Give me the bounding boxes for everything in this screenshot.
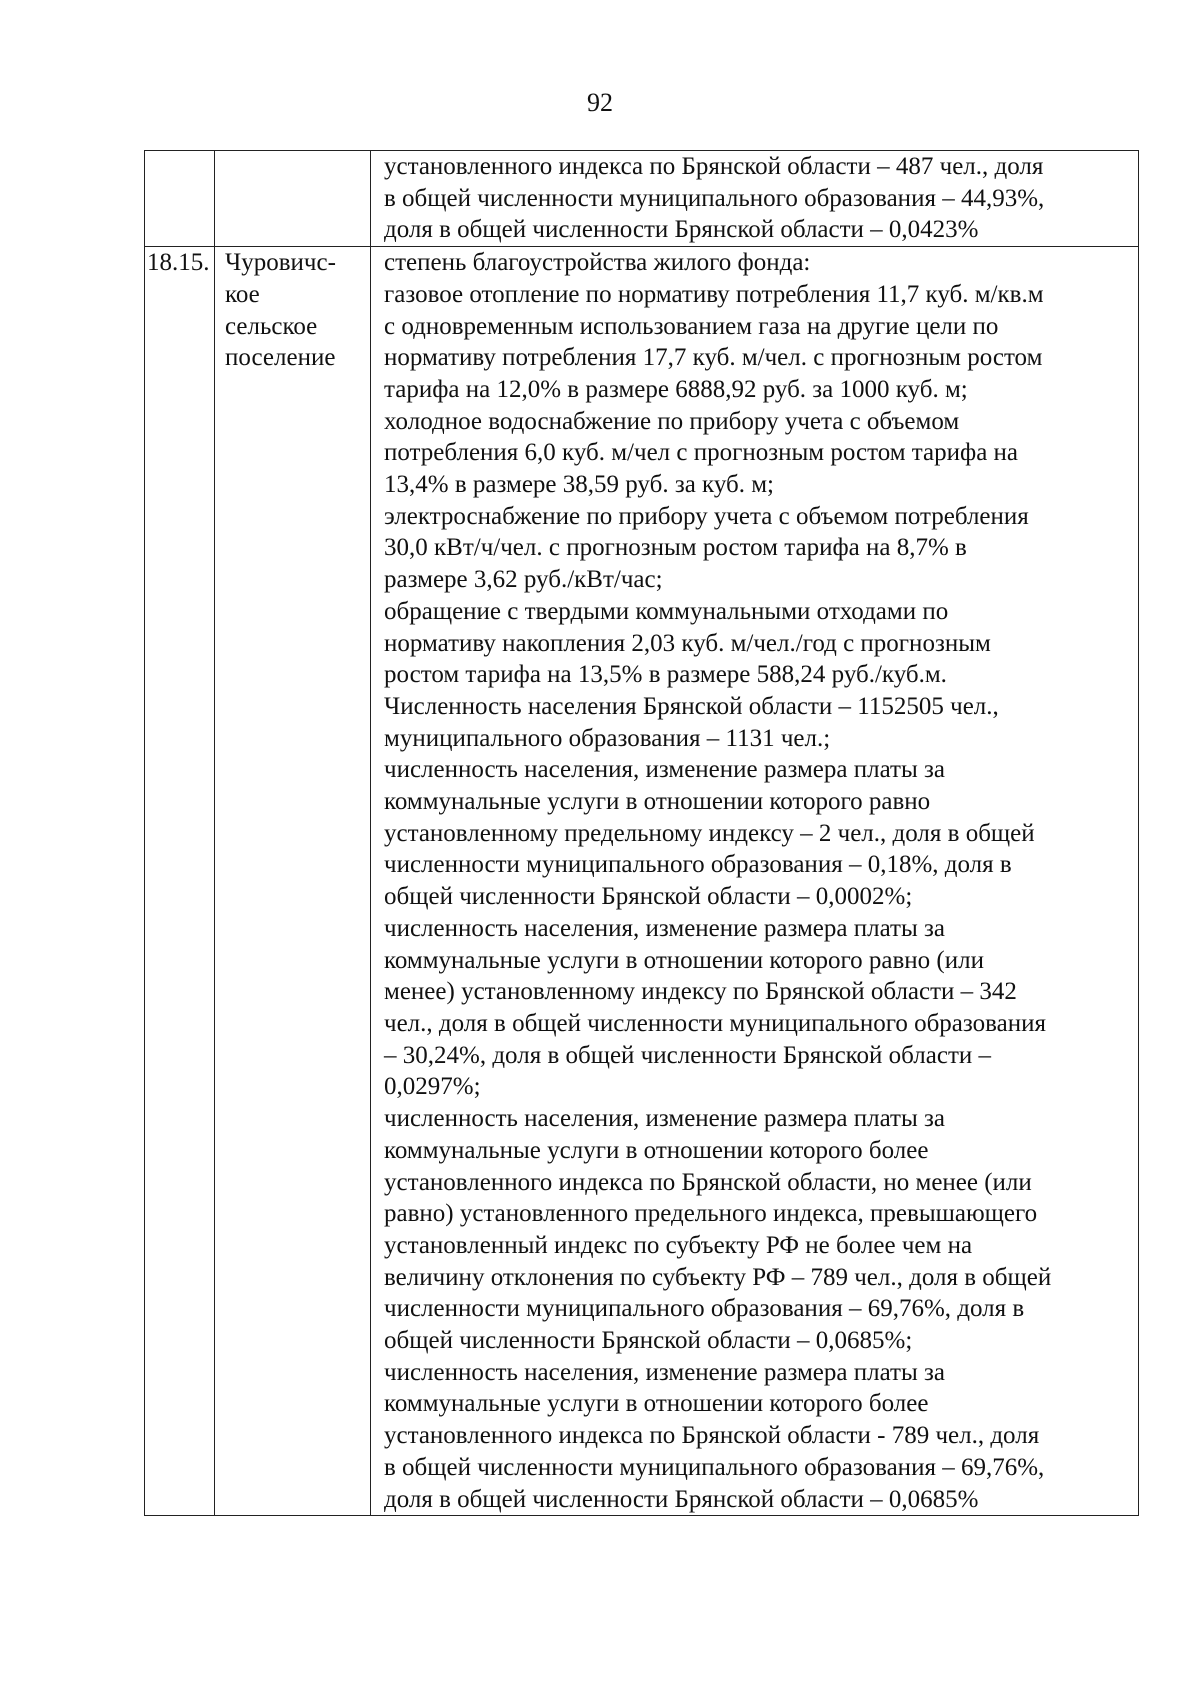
text-line: 13,4% в размере 38,59 руб. за куб. м; [384,471,774,499]
name-line: поселение [225,344,336,372]
text-line: коммунальные услуги в отношении которого равно [384,788,931,816]
text-line: в общей численности муниципального образования – 69,76%, [384,1453,1045,1481]
text-line: коммунальные услуги в отношении которого более [384,1136,929,1164]
text-line: нормативу накопления 2,03 куб. м/чел./год с прогнозным [384,629,991,657]
text-line: ростом тарифа на 13,5% в размере 588,24 руб./куб.м. [384,661,947,689]
row-name-cell [215,247,371,1516]
text-line: доля в общей численности Брянской области – 0,0685% [384,1485,979,1513]
text-line: менее) установленному индексу по Брянской области – 342 [384,978,1017,1006]
table-row-18-15 [145,247,1139,1516]
row-text-cell [371,247,1139,1516]
text-line: газовое отопление по нормативу потребления 11,7 куб. м/кв.м [384,280,1044,308]
text-line: установленного индекса по Брянской области, но менее (или [384,1168,1032,1196]
text-line: численность населения, изменение размера платы за [384,1358,945,1386]
text-line: установленный индекс по субъекту РФ не более чем на [384,1231,973,1259]
text-line: коммунальные услуги в отношении которого равно (или [384,946,984,974]
text-line: муниципального образования – 1131 чел.; [384,724,831,752]
text-line: электроснабжение по прибору учета с объемом потребления [384,502,1029,530]
text-line: тарифа на 12,0% в размере 6888,92 руб. за 1000 куб. м; [384,375,968,403]
text-line: нормативу потребления 17,7 куб. м/чел. с прогнозным ростом [384,344,1043,372]
text-line: общей численности Брянской области – 0,0002%; [384,883,913,911]
text-line: численность населения, изменение размера платы за [384,1105,945,1133]
name-line: сельское [225,312,318,340]
text-line: установленному предельному индексу – 2 чел., доля в общей [384,819,1035,847]
text-line: численность населения, изменение размера платы за [384,756,945,784]
table-row-continued [145,151,1139,247]
row-text-cell [371,151,1139,247]
text-line: установленного индекса по Брянской области - 789 чел., доля [384,1422,1040,1450]
text-line: степень благоустройства жилого фонда: [384,249,811,277]
page-number: 92 [587,88,613,117]
text-line: численность населения, изменение размера платы за [384,914,945,942]
text-line: размере 3,62 руб./кВт/час; [384,566,663,594]
text-line: – 30,24%, доля в общей численности Брянской области – [384,1041,991,1069]
row-number-cell [145,151,215,247]
text-line: обращение с твердыми коммунальными отходами по [384,597,949,625]
name-line: Чуровичс- [225,249,336,277]
text-line: потребления 6,0 куб. м/чел с прогнозным ростом тарифа на [384,439,1019,467]
row-name-cell [215,151,371,247]
text-line: холодное водоснабжение по прибору учета с объемом [384,407,960,435]
text-line: величину отклонения по субъекту РФ – 789 чел., доля в общей [384,1263,1052,1291]
text-line: Численность населения Брянской области – 1152505 чел., [384,692,999,720]
text-line: равно) установленного предельного индекса, превышающего [384,1200,1038,1228]
text-line: коммунальные услуги в отношении которого более [384,1390,929,1418]
text-line: 30,0 кВт/ч/чел. с прогнозным ростом тарифа на 8,7% в [384,534,967,562]
name-line: кое [225,280,260,308]
text-line: доля в общей численности Брянской области – 0,0423% [384,216,979,244]
text-line: установленного индекса по Брянской области – 487 чел., доля [384,153,1044,180]
text-line: численности муниципального образования – 69,76%, доля в [384,1295,1025,1323]
text-line: чел., доля в общей численности муниципального образования [384,1009,1046,1037]
text-line: общей численности Брянской области – 0,0685%; [384,1327,913,1355]
row-number-cell: 18.15. [145,247,215,1516]
text-line: в общей численности муниципального образования – 44,93%, [384,184,1045,212]
data-table [144,150,1139,1516]
text-line: 0,0297%; [384,1073,481,1101]
text-line: численности муниципального образования – 0,18%, доля в [384,851,1012,879]
text-line: с одновременным использованием газа на другие цели по [384,312,999,340]
